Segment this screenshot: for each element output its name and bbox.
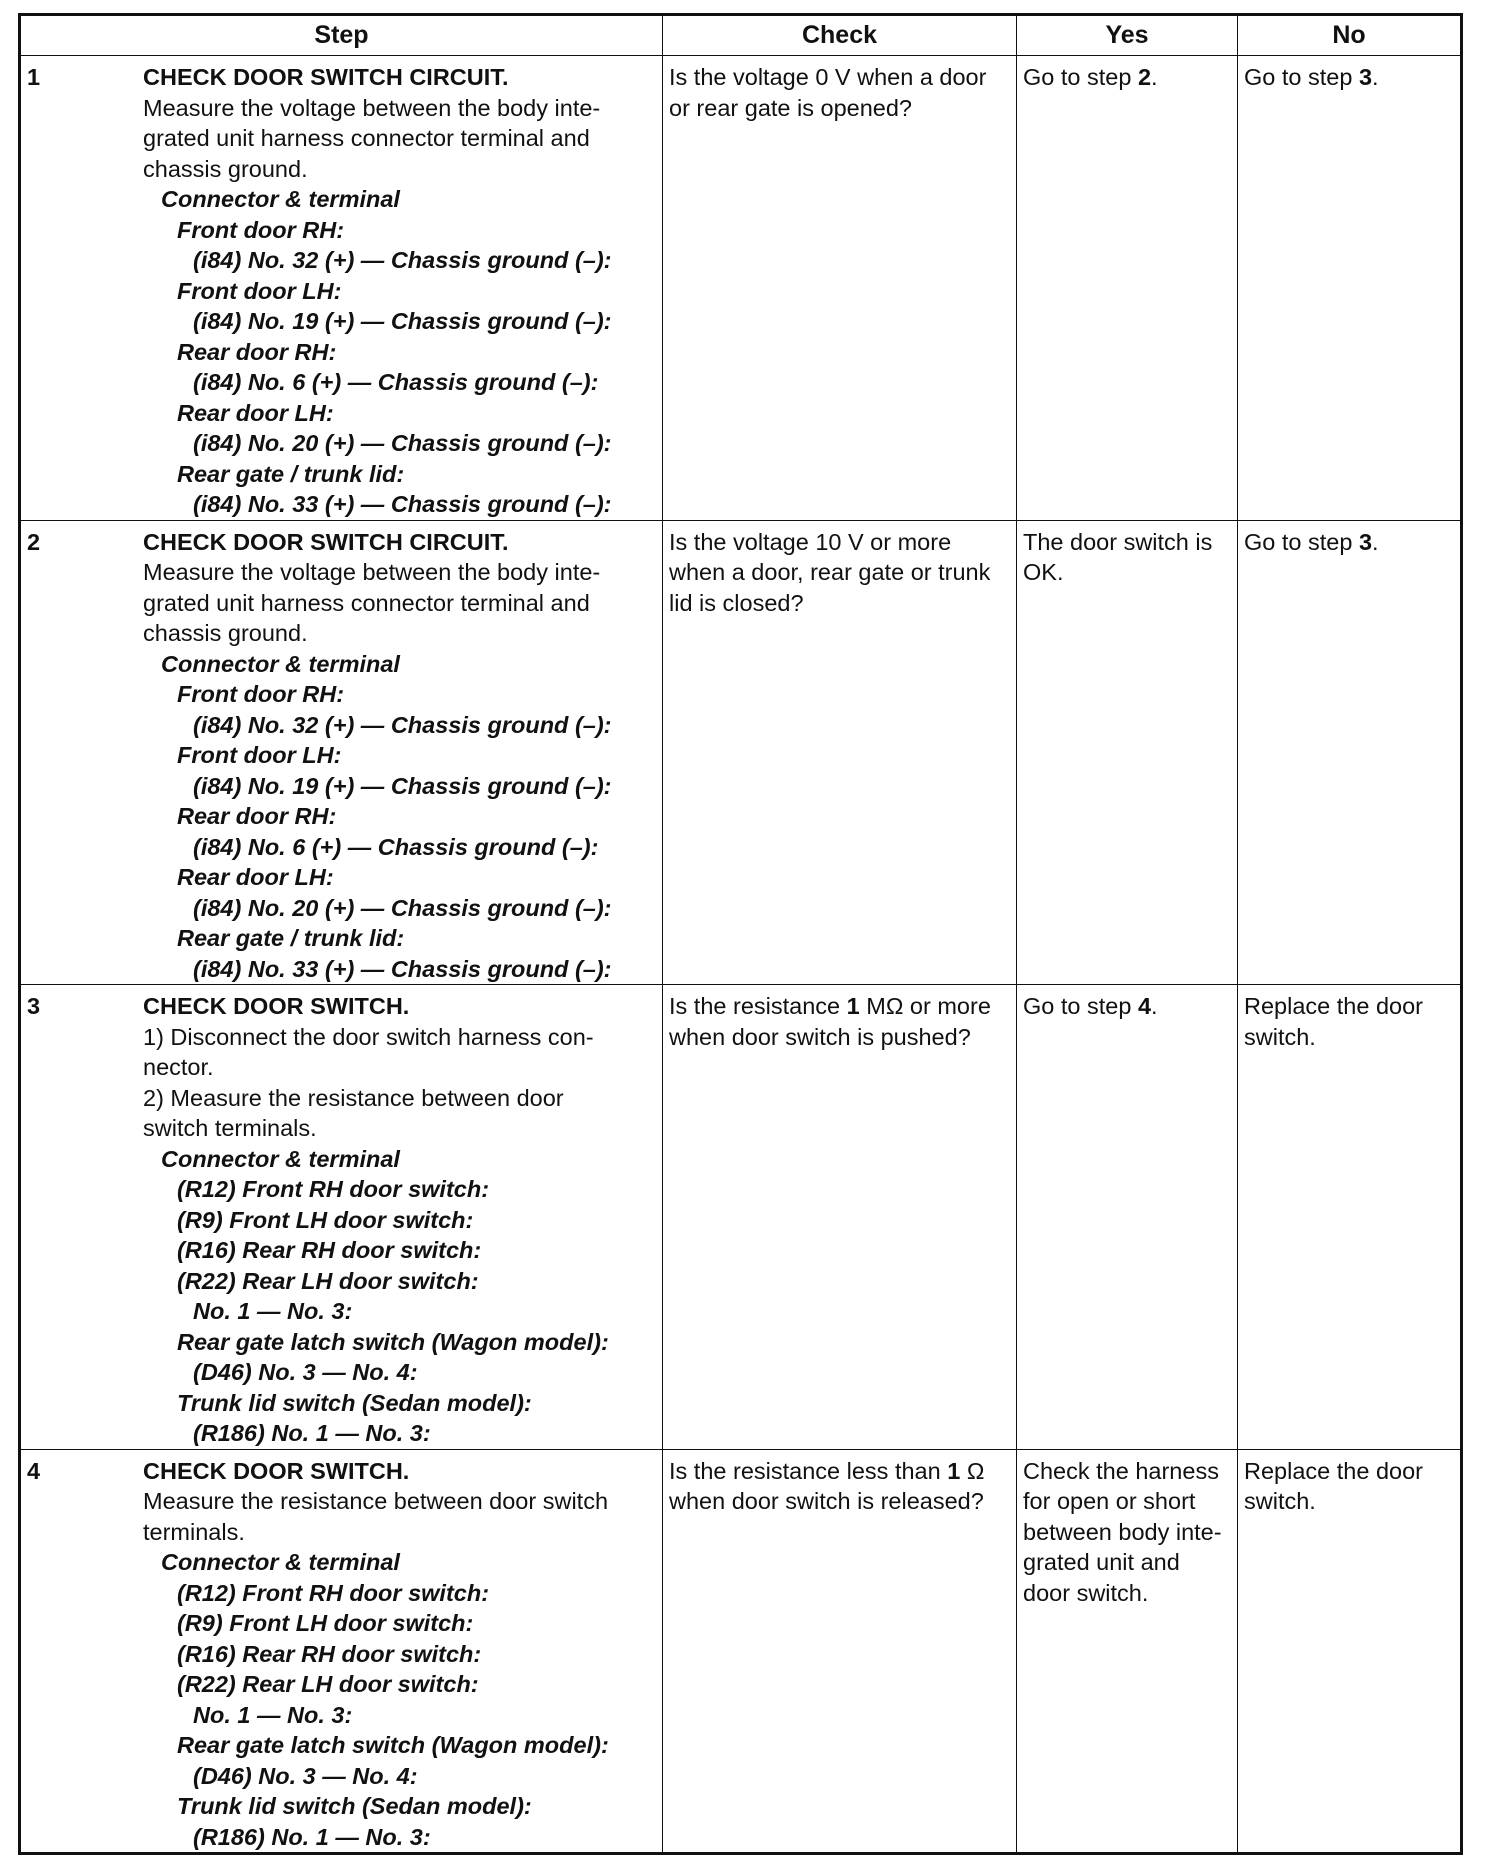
yes-text-pre: Check the harness for open or short between body inte- grated unit and door switch. (1023, 1457, 1222, 1606)
connector-terminal-line: (i84) No. 6 (+) — Chassis ground (–): (193, 833, 599, 860)
step-number: 3 (27, 993, 41, 1019)
check-text-bold: 1 (846, 993, 860, 1019)
yes-cell (1017, 985, 1238, 1450)
yes-text-pre: The door switch is OK. (1023, 528, 1213, 585)
connector-terminal-line: (R186) No. 1 — No. 3: (193, 1420, 431, 1446)
table-row (20, 56, 1462, 521)
connector-terminal-line: Rear door RH: (177, 803, 337, 829)
connector-terminal-line: Rear gate latch switch (Wagon model): (177, 1328, 609, 1355)
step-cell (20, 1449, 663, 1854)
connector-terminal-line: (R12) Front RH door switch: (177, 1579, 490, 1606)
connector-terminal-line: No. 1 — No. 3: (193, 1701, 353, 1728)
no-text-bold: 3 (1358, 528, 1373, 555)
no-cell (1238, 985, 1462, 1450)
yes-cell (1017, 1449, 1238, 1854)
no-text-pre: Go to step (1244, 64, 1359, 90)
step-number: 1 (27, 64, 41, 90)
connector-terminal-line: (D46) No. 3 — No. 4: (193, 1762, 418, 1789)
no-text-pre: Replace the door switch. (1244, 1457, 1423, 1514)
step-title: CHECK DOOR SWITCH. (143, 1457, 410, 1484)
connector-terminal-line: No. 1 — No. 3: (193, 1298, 353, 1324)
check-cell (663, 56, 1017, 521)
step-instruction-line: chassis ground. (143, 620, 308, 646)
no-text-post: . (1372, 64, 1379, 90)
step-body (143, 991, 656, 1449)
no-cell (1238, 520, 1462, 985)
no-text-pre: Replace the door switch. (1244, 993, 1423, 1050)
no-cell (1238, 56, 1462, 521)
check-text-pre: Is the resistance less than (669, 1457, 948, 1484)
connector-terminal-line: (R12) Front RH door switch: (177, 1176, 490, 1202)
connector-terminal-line: (i84) No. 33 (+) — Chassis ground (–): (193, 955, 612, 982)
connector-terminal-line: Front door LH: (177, 277, 342, 304)
header-check: Check (663, 15, 1017, 56)
connector-terminal-line: (i84) No. 33 (+) — Chassis ground (–): (193, 491, 612, 517)
connector-terminal-line: (R16) Rear RH door switch: (177, 1237, 482, 1263)
connector-terminal-line: (i84) No. 20 (+) — Chassis ground (–): (193, 430, 612, 456)
connector-terminal-line: (R186) No. 1 — No. 3: (193, 1823, 431, 1850)
connector-terminal-line: (i84) No. 19 (+) — Chassis ground (–): (193, 772, 612, 799)
check-text-pre: Is the resistance (669, 993, 847, 1019)
connector-terminal-line: (R22) Rear LH door switch: (177, 1671, 479, 1697)
connector-terminal-line: Rear door LH: (177, 864, 334, 890)
connector-terminal-line: Connector & terminal (161, 1549, 400, 1575)
header-no: No (1238, 15, 1462, 56)
connector-terminal-line: Rear door RH: (177, 338, 337, 365)
step-cell (20, 520, 663, 985)
step-instruction-line: Measure the resistance between door switch (143, 1488, 609, 1514)
connector-terminal-line: Connector & terminal (161, 1145, 400, 1172)
step-instruction-line: switch terminals. (143, 1115, 317, 1141)
header-step: Step (20, 15, 663, 56)
yes-text-post: . (1151, 64, 1158, 90)
step-body (143, 1456, 656, 1853)
step-instruction-line: nector. (143, 1054, 214, 1080)
connector-terminal-line: (R16) Rear RH door switch: (177, 1640, 482, 1667)
yes-text-bold: 4 (1137, 993, 1152, 1019)
header-yes: Yes (1017, 15, 1238, 56)
connector-terminal-line: Front door RH: (177, 681, 345, 707)
step-body (143, 62, 656, 520)
table-row (20, 520, 1462, 985)
connector-terminal-line: (R9) Front LH door switch: (177, 1206, 474, 1233)
check-text-post: Ω when door switch is released? (669, 1457, 985, 1514)
step-title: CHECK DOOR SWITCH. (143, 993, 410, 1019)
connector-terminal-line: Rear gate / trunk lid: (177, 925, 405, 951)
yes-text-pre: Go to step (1023, 64, 1138, 90)
connector-terminal-line: (R9) Front LH door switch: (177, 1610, 474, 1636)
header-row (20, 15, 1462, 56)
yes-cell (1017, 56, 1238, 521)
step-instruction-line: terminals. (143, 1518, 245, 1545)
step-number: 4 (27, 1457, 41, 1484)
connector-terminal-line: Rear door LH: (177, 399, 334, 426)
table-row (20, 985, 1462, 1450)
connector-terminal-line: Rear gate latch switch (Wagon model): (177, 1732, 609, 1758)
connector-terminal-line: (R22) Rear LH door switch: (177, 1267, 479, 1294)
step-instruction-line: 1) Disconnect the door switch harness con- (143, 1023, 594, 1050)
connector-terminal-line: (i84) No. 6 (+) — Chassis ground (–): (193, 369, 599, 395)
connector-terminal-line: (i84) No. 19 (+) — Chassis ground (–): (193, 308, 612, 334)
step-instruction-line: grated unit harness connector terminal and (143, 589, 590, 616)
check-text-bold: 1 (947, 1457, 961, 1484)
no-text-bold: 3 (1358, 64, 1373, 90)
step-title: CHECK DOOR SWITCH CIRCUIT. (143, 528, 509, 555)
connector-terminal-line: Connector & terminal (161, 650, 400, 677)
step-title: CHECK DOOR SWITCH CIRCUIT. (143, 64, 509, 90)
connector-terminal-line: Front door RH: (177, 216, 345, 243)
diagnostic-table (18, 13, 1463, 1855)
connector-terminal-line: Connector & terminal (161, 186, 400, 212)
yes-text-post: . (1151, 993, 1158, 1019)
check-cell (663, 1449, 1017, 1854)
table-row (20, 1449, 1462, 1854)
yes-text-pre: Go to step (1023, 993, 1138, 1019)
check-text-pre: Is the voltage 10 V or more when a door, rear gate or trunk lid is closed? (669, 528, 991, 616)
connector-terminal-line: (i84) No. 32 (+) — Chassis ground (–): (193, 711, 612, 738)
check-cell (663, 520, 1017, 985)
check-text-post: MΩ or more when door switch is pushed? (669, 993, 991, 1050)
check-cell (663, 985, 1017, 1450)
connector-terminal-line: (i84) No. 32 (+) — Chassis ground (–): (193, 247, 612, 273)
connector-terminal-line: Rear gate / trunk lid: (177, 460, 405, 487)
check-text-pre: Is the voltage 0 V when a door or rear gate is opened? (669, 64, 987, 121)
connector-terminal-line: Front door LH: (177, 742, 342, 768)
connector-terminal-line: (i84) No. 20 (+) — Chassis ground (–): (193, 894, 612, 921)
yes-text-bold: 2 (1137, 64, 1152, 90)
step-instruction-line: chassis ground. (143, 155, 308, 182)
step-instruction-line: grated unit harness connector terminal and (143, 125, 590, 151)
no-text-post: . (1372, 528, 1379, 555)
step-cell (20, 56, 663, 521)
yes-cell (1017, 520, 1238, 985)
connector-terminal-line: (D46) No. 3 — No. 4: (193, 1359, 418, 1385)
step-cell (20, 985, 663, 1450)
step-instruction-line: Measure the voltage between the body inte- (143, 559, 601, 585)
step-body (143, 527, 656, 985)
connector-terminal-line: Trunk lid switch (Sedan model): (177, 1793, 532, 1819)
step-number: 2 (27, 528, 41, 555)
step-instruction-line: Measure the voltage between the body inte- (143, 94, 601, 121)
no-text-pre: Go to step (1244, 528, 1359, 555)
step-instruction-line: 2) Measure the resistance between door (143, 1084, 564, 1111)
no-cell (1238, 1449, 1462, 1854)
connector-terminal-line: Trunk lid switch (Sedan model): (177, 1389, 532, 1416)
